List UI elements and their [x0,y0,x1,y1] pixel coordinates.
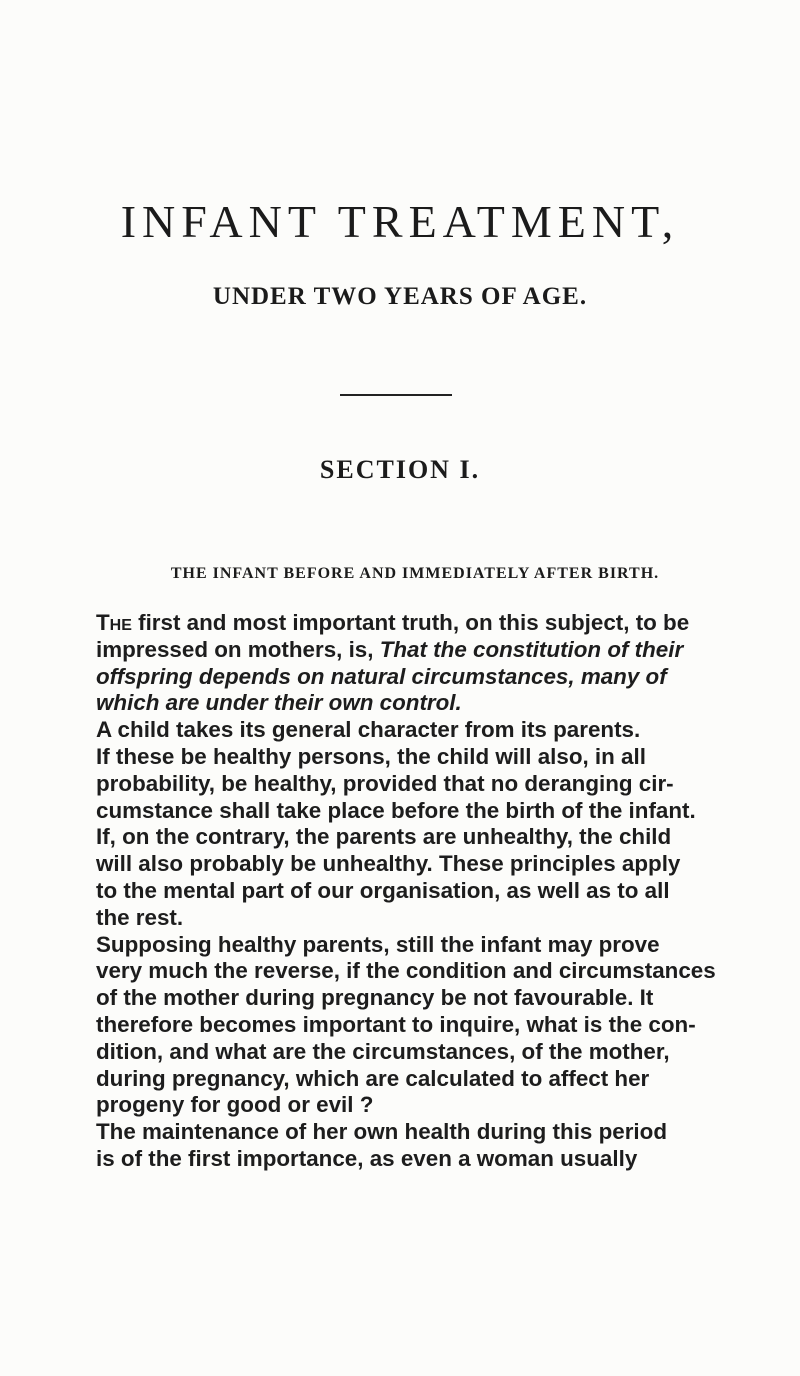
text-line [96,958,746,985]
text-run: very much the reverse, if the condition and circumstances [96,958,716,984]
text-line [96,985,746,1012]
page-title: INFANT TREATMENT, [120,196,680,247]
text-line [96,1012,746,1039]
body-text [96,610,746,1173]
text-run: which are under their own control. [96,690,462,716]
text-run: therefore becomes important to inquire, what is the con- [96,1011,696,1037]
section-subheading: THE INFANT BEFORE AND IMMEDIATELY AFTER BIRTH. [170,565,660,582]
text-line [96,690,746,717]
text-run: That the constitution of their [379,636,684,662]
text-line [96,610,746,637]
text-line [96,824,746,851]
section-heading: SECTION I. [319,455,481,484]
text-run: The maintenance of her own health during this period [96,1119,668,1145]
text-run: cumstance shall take place before the birth of the infant. [96,797,696,823]
text-line [96,664,746,691]
text-line [96,798,746,825]
text-line [96,851,746,878]
page-subtitle: UNDER TWO YEARS OF AGE. [212,283,588,310]
text-run: impressed on mothers, is, [96,636,380,662]
text-line [96,905,746,932]
text-run: dition, and what are the circumstances, of the mother, [96,1038,670,1064]
title-divider [340,394,452,396]
text-run: is of the first importance, as even a woman usually [96,1145,638,1171]
text-line [96,1039,746,1066]
text-line [96,932,746,959]
text-line [96,1092,746,1119]
text-run: If, on the contrary, the parents are unhealthy, the child [96,824,672,850]
text-line [96,771,746,798]
text-run: first and most important truth, on this subject, to be [131,610,690,635]
text-run: Supposing healthy parents, still the infant may prove [96,931,660,957]
text-line [96,1119,746,1146]
text-line [96,878,746,905]
text-line [96,1066,746,1093]
text-line [96,637,746,664]
text-run: will also probably be unhealthy. These principles apply [96,851,681,877]
text-run: the rest. [96,904,184,930]
text-run: probability, be healthy, provided that no deranging cir- [96,770,674,796]
text-line [96,717,746,744]
text-run: offspring depends on natural circumstances, many of [96,663,667,689]
text-run: progeny for good or evil ? [96,1092,374,1118]
text-run: to the mental part of our organisation, as well as to all [96,877,670,903]
text-run: of the mother during pregnancy be not favourable. It [96,985,654,1011]
text-run: The [96,610,132,635]
text-run: If these be healthy persons, the child will also, in all [96,743,646,769]
text-line [96,1146,746,1173]
text-run: during pregnancy, which are calculated to affect her [96,1065,650,1091]
text-run: A child takes its general character from its parents. [96,717,641,743]
text-line [96,744,746,771]
